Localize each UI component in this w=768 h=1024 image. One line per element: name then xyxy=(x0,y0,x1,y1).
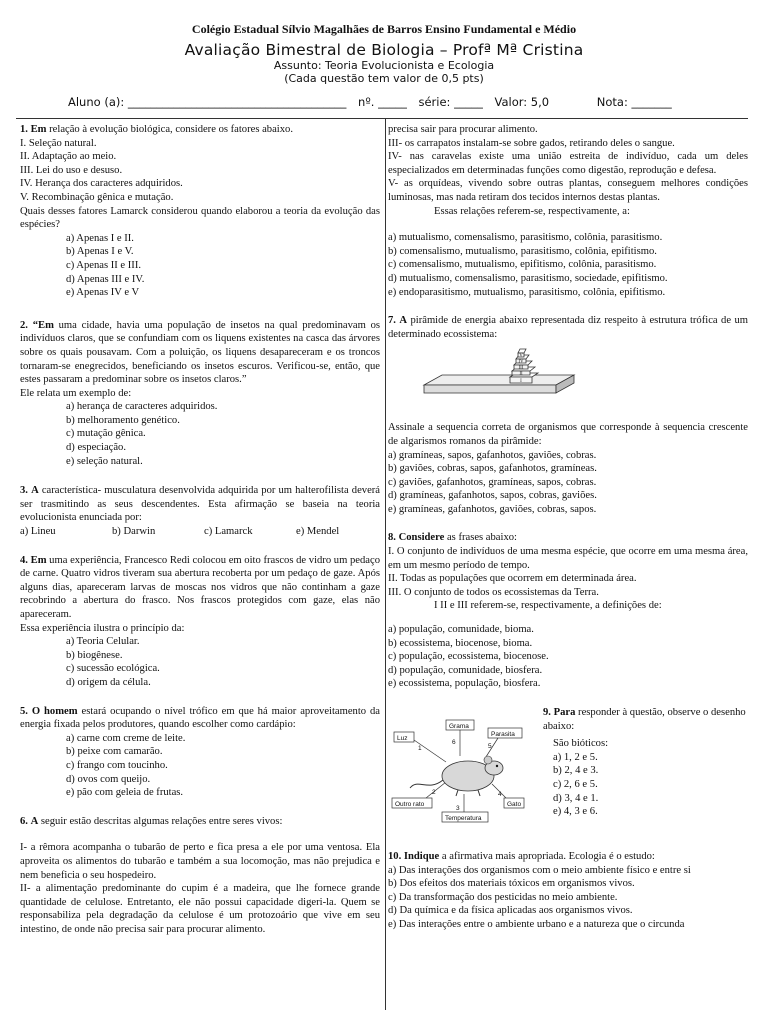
q8-question: I II e III referem-se, respectivamente, a definições de: xyxy=(434,600,662,612)
q2-option-a[interactable]: a) herança de caracteres adquiridos. xyxy=(66,401,218,413)
q3-text: característica- musculatura desenvolvida adquirida por um halterofilista deverá ser trasmitindo as seus descendentes. Esta afirmação se baseia na teoria evolucionista enunciada por: xyxy=(20,485,380,524)
q6-option-d[interactable]: d) mutualismo, comensalismo, parasitismo, sociedade, epifitismo. xyxy=(388,272,668,284)
q1-item: V. Recombinação gênica e mutação. xyxy=(20,191,174,203)
q1-text: relação à evolução biológica, considere os fatores abaixo. xyxy=(46,124,293,135)
q4-option-b[interactable]: b) biogênese. xyxy=(66,649,123,661)
q7-option-b[interactable]: b) gaviões, cobras, sapos, gafanhotos, gramíneas. xyxy=(388,463,597,475)
q10-option-c[interactable]: c) Da transformação dos pesticidas no meio ambiente. xyxy=(388,891,618,903)
pyramid-label-iii: III xyxy=(518,365,524,371)
q4-lead: Em xyxy=(30,554,47,566)
q1-option-d[interactable]: d) Apenas III e IV. xyxy=(66,273,145,285)
q9-text-block xyxy=(543,706,748,819)
q8-item-ii: II. Todas as populações que ocorrem em determinada área. xyxy=(388,573,637,585)
question-1 xyxy=(20,123,380,300)
q7-question: Assinale a sequencia correta de organismos que corresponde à sequencia crescente de algarismos romanos da pirâmide: xyxy=(388,422,748,447)
q7-option-a[interactable]: a) gramíneas, sapos, gafanhotos, gaviões, cobras. xyxy=(388,449,597,461)
q1-item: IV. Herança dos caracteres adquiridos. xyxy=(20,178,183,190)
q4-option-a[interactable]: a) Teoria Celular. xyxy=(66,636,140,648)
q1-item: III. Lei do uso e desuso. xyxy=(20,164,123,176)
energy-pyramid-figure xyxy=(388,341,748,421)
q6-option-c[interactable]: c) comensalismo, mutualismo, epifitismo, colônia, parasitismo. xyxy=(388,259,657,271)
pyramid-label-ii: II xyxy=(519,371,523,377)
label-n5: 5 xyxy=(488,743,492,750)
q3-option-b[interactable]: b) Darwin xyxy=(112,526,156,538)
exam-subject: Assunto: Teoria Evolucionista e Ecologia xyxy=(273,59,495,72)
q1-question: Quais desses fatores Lamarck considerou quando elaborou a teoria da evolução das espécies? xyxy=(20,205,380,231)
q2-question: Ele relata um exemplo de: xyxy=(20,387,132,399)
q5-option-a[interactable]: a) carne com creme de leite. xyxy=(66,732,186,744)
question-4 xyxy=(20,554,380,690)
q10-number: 10. xyxy=(388,851,402,862)
question-6 xyxy=(20,815,380,935)
label-parasita: Parasita xyxy=(491,731,515,738)
q3-option-e[interactable]: e) Mendel xyxy=(296,526,340,538)
q4-text: uma experiência, Francesco Redi colocou em oito frascos de vidro um pedaço de carne. Quatro vidros tiveram sua abertura recoberta por um pedaço de gaze. Após alguns dias, apareceram larvas de moscas nos vidros que não continham a gaze recobrindo a abertura do frasco. Nos frascos protegidos com gaze, elas não apareceram. xyxy=(20,554,380,620)
q5-text: estará ocupando o nível trófico em que há maior aproveitamento da energia fixada pelos produtores, quando escolher como cardápio: xyxy=(20,705,381,731)
q1-option-b[interactable]: b) Apenas I e V. xyxy=(66,246,134,258)
q2-option-c[interactable]: c) mutação gênica. xyxy=(66,428,146,440)
column-divider xyxy=(385,118,386,1010)
q10-option-a[interactable]: a) Das interações dos organismos com o meio ambiente físico e entre si xyxy=(388,864,691,876)
left-column xyxy=(20,123,381,935)
q1-option-e[interactable]: e) Apenas IV e V xyxy=(66,287,140,299)
q6-item-i: I- a rêmora acompanha o tubarão de perto e fica presa a ele por uma ventosa. Ela aproveita os alimentos do tubarão e também a sua locomoção, mas não prejudica e nem beneficia o seu hospedeiro. xyxy=(20,842,380,881)
q3-options xyxy=(20,525,380,539)
q1-option-a[interactable]: a) Apenas I e II. xyxy=(66,232,134,244)
q6-option-a[interactable]: a) mutualismo, comensalismo, parasitismo, colônia, parasitismo. xyxy=(388,232,663,244)
q6-item-ii: II- a alimentação predominante do cupim é a madeira, que lhe fornece grande quantidade de celulose. Entretanto, ele não possui capacidade digeri-la. Quem se responsabiliza pela degradação da celulose é um protozoário que vive em seu intestino, de onde não precisa sair para procurar alimento. xyxy=(20,883,380,935)
series-field[interactable]: série: _____ xyxy=(418,95,483,109)
q2-option-e[interactable]: e) seleção natural. xyxy=(66,455,143,467)
question-9 xyxy=(388,706,748,840)
q9-option-c[interactable]: c) 2, 6 e 5. xyxy=(553,778,598,790)
label-n2: 2 xyxy=(432,789,436,796)
q10-option-e[interactable]: e) Das interações entre o ambiente urbano e a natureza que o circunda xyxy=(388,918,685,930)
q6-lead: A xyxy=(30,815,39,827)
q7-option-d[interactable]: d) gramíneas, gafanhotos, sapos, cobras, gaviões. xyxy=(388,490,597,502)
q1-number: 1. xyxy=(20,124,28,135)
pyramid-label-i: I xyxy=(520,379,522,385)
question-10 xyxy=(388,850,748,932)
q9-question: São bióticos: xyxy=(553,738,609,750)
label-n3: 3 xyxy=(456,805,460,812)
q8-option-a[interactable]: a) população, comunidade, bioma. xyxy=(388,624,534,636)
student-info-line xyxy=(68,95,680,109)
q6-text: seguir estão descritas algumas relações entre seres vivos: xyxy=(38,815,283,827)
q9-option-b[interactable]: b) 2, 4 e 3. xyxy=(553,765,599,777)
label-gato: Gato xyxy=(507,801,522,808)
q2-number: 2. xyxy=(20,319,28,331)
student-number-field[interactable]: nº. _____ xyxy=(358,95,407,109)
q9-option-e[interactable]: e) 4, 3 e 6. xyxy=(553,806,598,818)
q5-option-e[interactable]: e) pão com geleia de frutas. xyxy=(66,787,184,799)
q3-option-a[interactable]: a) Lineu xyxy=(20,526,56,538)
q8-lead: Considere xyxy=(398,532,445,544)
q8-option-d[interactable]: d) população, comunidade, biosfera. xyxy=(388,664,543,676)
q10-option-b[interactable]: b) Dos efeitos dos materiais tóxicos em organismos vivos. xyxy=(388,878,635,890)
question-7 xyxy=(388,314,748,516)
q10-text: a afirmativa mais apropriada. Ecologia é o estudo: xyxy=(439,851,655,862)
label-temperatura: Temperatura xyxy=(445,815,482,822)
label-n6: 6 xyxy=(452,739,456,746)
q4-question: Essa experiência ilustra o princípio da: xyxy=(20,622,185,634)
q6-item-iv: IV- nas caravelas existe uma união estreita de indivíduo, cada um deles especializados em determinadas funções como digestão, reprodução e defesa. xyxy=(388,151,748,176)
q5-lead: O homem xyxy=(31,705,78,717)
q3-lead: A xyxy=(31,485,39,497)
label-luz: Luz xyxy=(397,735,408,742)
q5-option-d[interactable]: d) ovos com queijo. xyxy=(66,773,151,785)
ecosystem-figure xyxy=(388,706,536,840)
q8-number: 8. xyxy=(388,532,396,544)
q8-option-b[interactable]: b) ecossistema, biocenose, bioma. xyxy=(388,637,533,649)
value-note: (Cada questão tem valor de 0,5 pts) xyxy=(284,72,484,85)
q5-number: 5. xyxy=(20,705,28,717)
q8-item-i: I. O conjunto de indivíduos de uma mesma espécie, que ocorre em uma mesma área, em um mesmo período de tempo. xyxy=(388,546,748,571)
exam-title: Avaliação Bimestral de Biologia – Profª Mª Cristina xyxy=(184,41,584,59)
q9-option-d[interactable]: d) 3, 4 e 1. xyxy=(553,792,599,804)
q7-number: 7. xyxy=(388,315,396,327)
q9-lead: Para xyxy=(553,707,576,718)
question-2 xyxy=(20,319,380,469)
school-name: Colégio Estadual Sílvio Magalhães de Barros Ensino Fundamental e Médio xyxy=(191,22,577,36)
q6-question: Essas relações referem-se, respectivamente, a: xyxy=(434,205,630,217)
q2-lead: “Em xyxy=(32,319,54,331)
q1-lead: Em xyxy=(30,124,47,135)
q2-option-d[interactable]: d) especiação. xyxy=(66,442,126,454)
q3-number: 3. xyxy=(20,485,28,497)
q9-number: 9. xyxy=(543,707,551,718)
q10-lead: Indique xyxy=(403,851,440,862)
q6-option-b[interactable]: b) comensalismo, mutualismo, parasitismo, colônia, epifitismo. xyxy=(388,245,657,257)
question-8 xyxy=(388,531,748,691)
label-n4: 4 xyxy=(498,791,502,798)
q6-item-iii: III- os carrapatos instalam-se sobre gados, retirando deles o sangue. xyxy=(388,137,675,149)
q4-option-c[interactable]: c) sucessão ecológica. xyxy=(66,663,160,675)
header-rule xyxy=(16,118,748,119)
q6-item-ii-continued: precisa sair para procurar alimento. xyxy=(388,124,538,135)
q5-option-c[interactable]: c) frango com toucinho. xyxy=(66,759,168,771)
energy-pyramid-svg xyxy=(388,341,748,421)
question-6-continued xyxy=(388,123,748,299)
q1-item: I. Seleção natural. xyxy=(20,137,97,149)
q7-text: pirâmide de energia abaixo representada diz respeito à estrutura trófica de um determinado ecossistema: xyxy=(388,315,748,340)
right-column xyxy=(388,123,748,932)
student-name-field[interactable]: Aluno (a): ______________________________________ xyxy=(68,95,347,109)
q6-option-e[interactable]: e) endoparasitismo, mutualismo, parasitismo, colônia, epifitismo. xyxy=(388,286,666,298)
q1-option-c[interactable]: c) Apenas II e III. xyxy=(66,259,141,271)
q6-item-v: V- as orquídeas, vivendo sobre outras plantas, conseguem melhores condições luminosas, mas nada retiram dos tecidos internos destas plantas. xyxy=(388,178,748,203)
q7-option-e[interactable]: e) gramíneas, gafanhotos, gaviões, cobras, sapos. xyxy=(388,503,597,515)
q3-option-c[interactable]: c) Lamarck xyxy=(204,526,253,538)
q2-option-b[interactable]: b) melhoramento genético. xyxy=(66,414,180,426)
label-outro-rato: Outro rato xyxy=(395,801,425,808)
q5-option-b[interactable]: b) peixe com camarão. xyxy=(66,746,163,758)
q8-option-e[interactable]: e) ecossistema, população, biosfera. xyxy=(388,678,541,690)
mouse-icon xyxy=(410,756,503,796)
q8-item-iii: III. O conjunto de todos os ecossistemas da Terra. xyxy=(388,586,599,598)
q2-text: uma cidade, havia uma população de insetos na qual predominavam os indivíduos claros, que se confundiam com os liquens existentes na casca das árvores sobre os quais pousavam. Com a poluição, os liquens desapareceram e os troncos tornaram-se enegrecidos, beneficiando os insetos escuros. Verificou-se, então, que estes passaram a predominar sobre os insetos claros.” xyxy=(20,319,380,386)
q7-option-c[interactable]: c) gaviões, gafanhotos, gramíneas, sapos, cobras. xyxy=(388,476,597,488)
grade-field[interactable]: Nota: _______ xyxy=(596,95,672,109)
q8-text: as frases abaixo: xyxy=(444,532,517,544)
label-grama: Grama xyxy=(449,723,469,730)
q1-item: II. Adaptação ao meio. xyxy=(20,151,117,163)
q4-number: 4. xyxy=(20,554,28,566)
q6-number: 6. xyxy=(20,815,28,827)
q10-option-d[interactable]: d) Da química e da física aplicadas aos organismos vivos. xyxy=(388,905,633,917)
q9-options xyxy=(543,737,748,819)
pyramid-label-iv: IV xyxy=(518,359,524,365)
q9-option-a[interactable]: a) 1, 2 e 5. xyxy=(553,751,598,763)
q9-text: responder à questão, observe o desenho abaixo: xyxy=(543,707,746,732)
q8-option-c[interactable]: c) população, ecossistema, biocenose. xyxy=(388,651,549,663)
total-value: Valor: 5,0 xyxy=(494,95,550,109)
pyramid-label-v: V xyxy=(519,353,523,359)
question-3 xyxy=(20,484,380,538)
label-n1: 1 xyxy=(418,745,422,752)
question-5 xyxy=(20,705,380,800)
q7-lead: A xyxy=(399,315,408,327)
q4-option-d[interactable]: d) origem da célula. xyxy=(66,676,151,688)
ecosystem-svg xyxy=(388,706,536,840)
